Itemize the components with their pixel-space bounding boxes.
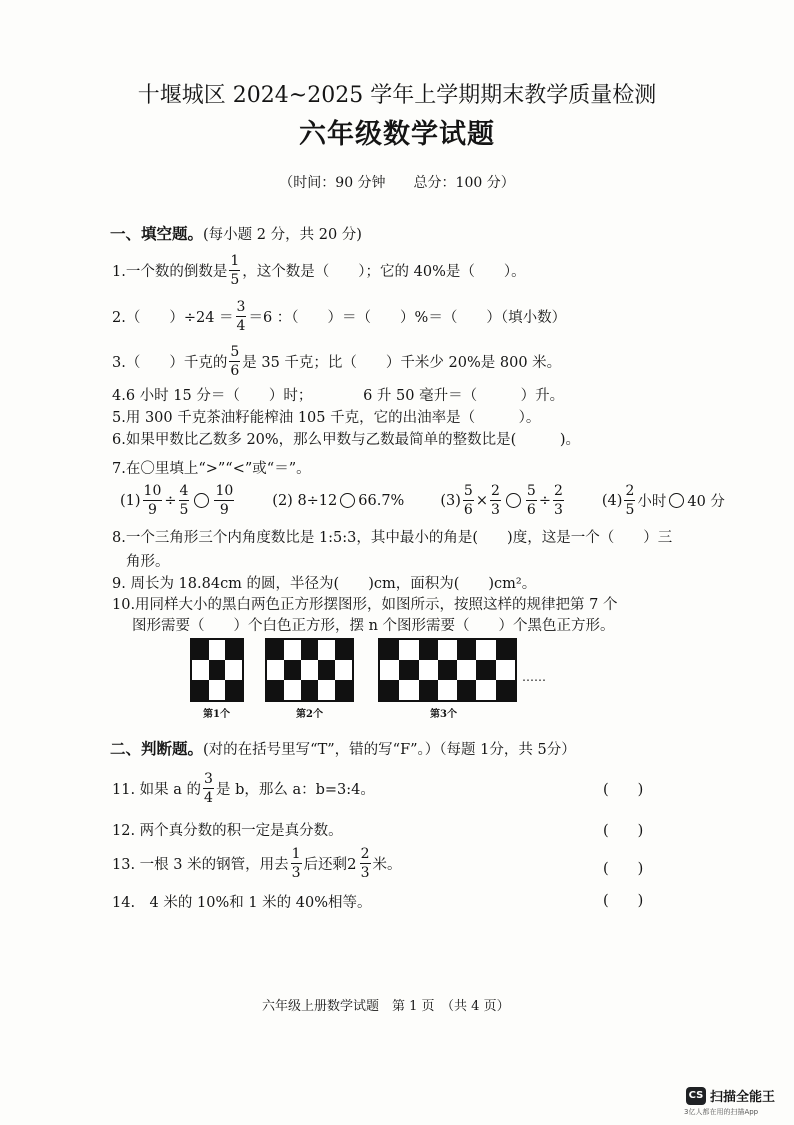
scanner-app-name: 扫描全能王 (710, 1090, 776, 1105)
pattern-ellipsis: …… (522, 670, 546, 684)
question-13: 13. 一根 3 米的钢管，用去 $\frac{1}{3}$ 后还剩 2 $\frac{2}{3}$ 米。 (112, 846, 402, 881)
question-11: 11. 如果 a 的 $\frac{3}{4}$ 是 b，那么 a：b=3:4。 (112, 771, 375, 806)
white-square (284, 640, 301, 660)
q7-part-1: (1) $\frac{10}{9}$ ÷ $\frac{4}{5}$ $\frac{10}{9}$ (120, 483, 234, 518)
white-square (419, 660, 438, 680)
compare-circle[interactable] (669, 493, 684, 508)
white-square (209, 640, 226, 660)
black-square (496, 640, 515, 660)
white-square (192, 660, 209, 680)
white-square (335, 660, 352, 680)
question-9: 9. 周长为 18.84cm 的圆，半径为( )cm，面积为( )cm²。 (112, 576, 537, 592)
caption-figure-2: 第2个 (296, 709, 323, 720)
black-square (380, 680, 399, 700)
white-square (476, 680, 495, 700)
page-footer: 六年级上册数学试题 第 1 页 （共 4 页） (262, 999, 510, 1014)
black-square (318, 660, 335, 680)
black-square (192, 640, 209, 660)
white-square (399, 640, 418, 660)
black-square (301, 640, 318, 660)
white-square (476, 640, 495, 660)
q7-part-4: (4) $\frac{2}{5}$ 小时 40 分 (601, 483, 725, 518)
compare-circle[interactable] (506, 493, 521, 508)
question-1 (112, 254, 526, 287)
black-square (419, 680, 438, 700)
caption-figure-1: 第1个 (203, 709, 230, 720)
white-square (457, 660, 476, 680)
question-7: 7.在〇里填上“>”“<”或“＝”。 (112, 461, 311, 477)
answer-paren-12[interactable]: ( ) (603, 823, 644, 839)
compare-circle[interactable] (194, 493, 209, 508)
q2-text-b: ＝6 ：（ ）＝（ ）%＝（ ）（填小数） (248, 310, 567, 326)
q2-fraction: $\frac{3}{4}$ (236, 299, 246, 334)
answer-paren-14[interactable]: ( ) (603, 893, 644, 909)
q7-part-2: (2) 8÷12 66.7% (272, 492, 405, 509)
q1-text-a: 1.一个数的倒数是 (112, 264, 228, 280)
white-square (301, 660, 318, 680)
question-8-line-1: 8.一个三角形三个内角度数比是 1:5:3，其中最小的角是( )度，这是一个（ ）三 (112, 530, 673, 546)
white-square (267, 660, 284, 680)
question-2 (112, 300, 566, 333)
question-14: 14. 4 米的 10%和 1 米的 40%相等。 (112, 895, 372, 911)
pattern-figure-1 (190, 638, 244, 702)
compare-circle[interactable] (340, 493, 355, 508)
white-square (284, 680, 301, 700)
question-6: 6.如果甲数比乙数多 20%，那么甲数与乙数最简单的整数比是( )。 (112, 432, 580, 448)
q3-fraction: $\frac{5}{6}$ (230, 344, 240, 379)
answer-paren-11[interactable]: ( ) (603, 782, 644, 798)
question-12: 12. 两个真分数的积一定是真分数。 (112, 823, 343, 839)
section-1-heading (110, 222, 362, 244)
question-7-parts (120, 484, 725, 517)
black-square (335, 640, 352, 660)
q3-text-b: 是 35 千克；比（ ）千米少 20%是 800 米。 (242, 355, 562, 371)
black-square (496, 680, 515, 700)
section-1-title: 一、填空题。 (110, 224, 204, 243)
section-2-note: (对的在括号里写“T”，错的写“F”。）（每题 1分，共 5分） (203, 742, 576, 758)
black-square (209, 660, 226, 680)
section-1-note: (每小题 2 分，共 20 分) (203, 227, 362, 243)
question-4: 4.6 小时 15 分＝（ ）时； 6 升 50 毫升＝（ ）升。 (112, 388, 565, 404)
q1-text-b: ，这个数是（ ）；它的 40%是（ ）。 (242, 264, 526, 280)
q2-text-a: 2.（ ）÷24 ＝ (112, 310, 234, 326)
white-square (380, 660, 399, 680)
white-square (496, 660, 515, 680)
section-2-heading (110, 737, 576, 759)
scanner-tagline: 3亿人都在用的扫描App (684, 1108, 759, 1116)
black-square (380, 640, 399, 660)
black-square (267, 680, 284, 700)
black-square (301, 680, 318, 700)
q7-part-3: (3) $\frac{5}{6}$ × $\frac{2}{3}$ $\frac{5}{6}$ ÷ $\frac{2}{3}$ (440, 483, 563, 518)
question-3 (112, 345, 561, 378)
black-square (457, 680, 476, 700)
black-square (284, 660, 301, 680)
black-square (457, 640, 476, 660)
scanner-logo-icon: CS (686, 1087, 706, 1105)
white-square (225, 660, 242, 680)
exam-subtitle: 六年级数学试题 (299, 119, 495, 150)
white-square (318, 640, 335, 660)
black-square (192, 680, 209, 700)
question-10-line-1: 10.用同样大小的黑白两色正方形摆图形，如图所示，按照这样的规律把第 7 个 (112, 597, 618, 613)
white-square (318, 680, 335, 700)
question-5: 5.用 300 千克茶油籽能榨油 105 千克，它的出油率是（ ）。 (112, 410, 541, 426)
exam-title: 十堰城区 2024~2025 学年上学期期末教学质量检测 (137, 83, 657, 108)
white-square (438, 680, 457, 700)
answer-paren-13[interactable]: ( ) (603, 861, 644, 877)
question-8-line-2: 角形。 (126, 554, 170, 570)
q13-mixed-number: 2 $\frac{2}{3}$ (347, 846, 370, 881)
caption-figure-3: 第3个 (430, 709, 457, 720)
black-square (419, 640, 438, 660)
black-square (399, 660, 418, 680)
white-square (209, 680, 226, 700)
black-square (476, 660, 495, 680)
q3-text-a: 3.（ ）千克的 (112, 355, 228, 371)
black-square (225, 640, 242, 660)
white-square (438, 640, 457, 660)
black-square (335, 680, 352, 700)
q1-fraction: $\frac{1}{5}$ (230, 253, 240, 288)
q11-fraction: $\frac{3}{4}$ (204, 771, 213, 806)
question-10-line-2: 图形需要（ ）个白色正方形，摆 n 个图形需要（ ）个黑色正方形。 (132, 618, 615, 634)
black-square (225, 680, 242, 700)
black-square (438, 660, 457, 680)
black-square (267, 640, 284, 660)
q13-fraction: $\frac{1}{3}$ (291, 846, 301, 881)
white-square (399, 680, 418, 700)
pattern-figure-2 (265, 638, 354, 702)
pattern-figure-3 (378, 638, 517, 702)
exam-info: （时间：90 分钟 总分：100 分） (279, 175, 515, 191)
section-2-title: 二、判断题。 (110, 739, 204, 758)
